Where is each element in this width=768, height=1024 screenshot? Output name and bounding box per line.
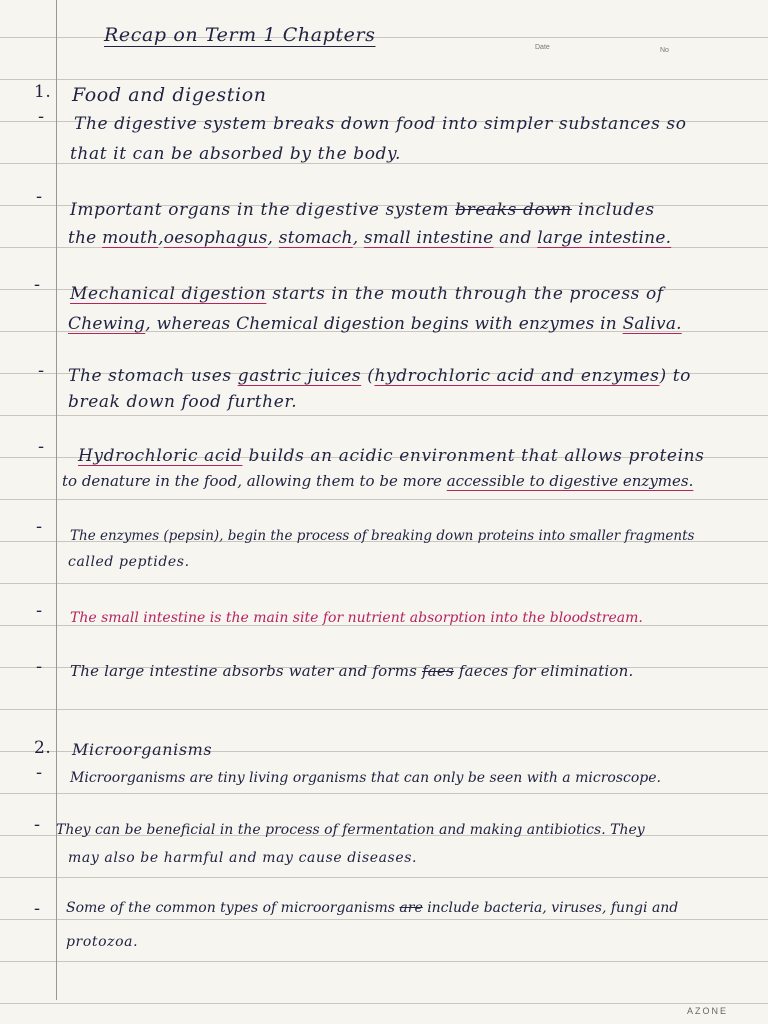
page-title: Recap on Term 1 Chapters <box>104 24 376 46</box>
note-line <box>62 472 693 490</box>
crossed-out-text: breaks down <box>455 200 572 220</box>
note-text: ( <box>367 366 375 386</box>
date-label: Date <box>535 44 550 51</box>
note-line: may also be harmful and may cause diseases. <box>68 850 418 866</box>
note-text: builds an acidic environment that allows proteins <box>248 446 705 466</box>
note-line <box>70 662 633 680</box>
number-label: No <box>660 47 669 54</box>
bullet-dash: - <box>36 516 43 537</box>
note-text: faeces for elimination. <box>458 662 634 680</box>
underlined-term: Saliva. <box>622 314 682 334</box>
bullet-dash: - <box>38 360 45 381</box>
section-2-heading: Microorganisms <box>72 740 213 759</box>
bullet-dash: - <box>36 656 43 677</box>
note-text: starts in the mouth through the process of <box>272 284 664 304</box>
note-text: to denature in the food, allowing them to be more <box>62 472 442 490</box>
note-line <box>68 314 682 334</box>
underlined-term: Mechanical digestion <box>70 284 267 304</box>
note-text: , whereas Chemical digestion begins with enzymes in <box>145 314 617 334</box>
note-line <box>68 366 691 386</box>
bullet-dash: - <box>34 814 41 835</box>
note-text: The large intestine absorbs water and forms <box>70 662 418 680</box>
note-text: includes <box>578 200 655 220</box>
note-line <box>68 228 671 248</box>
bullet-dash: - <box>38 436 45 457</box>
underlined-term: mouth <box>102 228 159 248</box>
underlined-term: large intestine. <box>537 228 672 248</box>
bullet-dash: - <box>34 274 41 295</box>
crossed-out-text: faes <box>422 662 454 680</box>
underlined-term: Hydrochloric acid <box>78 446 243 466</box>
section-2-number: 2. <box>34 738 52 758</box>
note-line: The digestive system breaks down food into simpler substances so <box>74 114 687 134</box>
note-text: Important organs in the digestive system <box>70 200 450 220</box>
bullet-dash: - <box>36 762 43 783</box>
note-text: , <box>352 228 359 248</box>
note-text: include bacteria, viruses, fungi and <box>427 900 679 916</box>
margin-rule <box>56 0 57 1000</box>
underlined-term: hydrochloric acid and enzymes <box>374 366 660 386</box>
bullet-dash: - <box>34 898 41 919</box>
note-text: The stomach uses <box>68 366 232 386</box>
note-text: , <box>267 228 274 248</box>
note-line-highlighted: The small intestine is the main site for nutrient absorption into the bloodstream. <box>70 610 643 626</box>
note-line: Microorganisms are tiny living organisms that can only be seen with a microscope. <box>70 770 661 786</box>
underlined-term: small intestine <box>363 228 494 248</box>
note-line: protozoa. <box>66 934 139 950</box>
underlined-term: accessible to digestive enzymes. <box>446 472 694 490</box>
note-line <box>70 200 655 220</box>
bullet-dash: - <box>36 186 43 207</box>
note-line <box>70 284 664 304</box>
note-text: Some of the common types of microorganisms <box>66 900 395 916</box>
note-line <box>78 446 705 466</box>
note-text: the <box>68 228 97 248</box>
note-text: and <box>499 228 532 248</box>
note-line: The enzymes (pepsin), begin the process of breaking down proteins into smaller fragments <box>70 528 695 544</box>
note-line: called peptides. <box>68 554 190 570</box>
underlined-term: gastric juices <box>237 366 362 386</box>
note-line: They can be beneficial in the process of fermentation and making antibiotics. They <box>56 822 645 838</box>
note-line: that it can be absorbed by the body. <box>70 144 401 164</box>
underlined-term: oesophagus <box>163 228 268 248</box>
crossed-out-text: are <box>399 900 423 916</box>
note-line <box>66 900 678 916</box>
section-1-number: 1. <box>34 82 52 102</box>
section-1-heading: Food and digestion <box>72 84 267 106</box>
underlined-term: stomach <box>278 228 353 248</box>
bullet-dash: - <box>38 106 45 127</box>
note-text: , <box>158 228 164 248</box>
note-line: break down food further. <box>68 392 298 412</box>
underlined-term: Chewing <box>68 314 146 334</box>
bullet-dash: - <box>36 600 43 621</box>
note-text: ) to <box>659 366 692 386</box>
brand-logo: AZONE <box>686 1006 728 1016</box>
